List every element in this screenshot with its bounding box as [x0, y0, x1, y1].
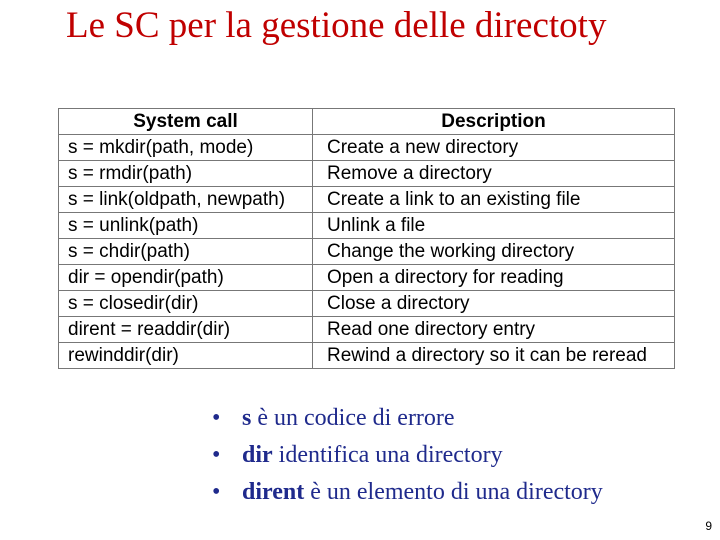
table-row: [59, 265, 675, 291]
note-term: dirent: [242, 479, 305, 505]
system-call-cell: rewinddir(dir): [59, 343, 313, 369]
bullet-icon: •: [212, 442, 221, 468]
system-call-cell: s = chdir(path): [59, 239, 313, 265]
bullet-icon: •: [212, 405, 221, 431]
system-call-cell: s = unlink(path): [59, 213, 313, 239]
description-cell: Unlink a file: [313, 213, 675, 239]
table-row: [59, 291, 675, 317]
table-row: [59, 317, 675, 343]
header-description: Description: [313, 109, 675, 135]
system-call-cell: dir = opendir(path): [59, 265, 313, 291]
notes-list: [212, 400, 603, 511]
slide-title: Le SC per la gestione delle directoty: [66, 5, 607, 46]
bullet-icon: •: [212, 479, 221, 505]
note-item: [212, 400, 603, 437]
description-cell: Create a new directory: [313, 135, 675, 161]
note-text: è un elemento di una directory: [304, 479, 603, 505]
note-term: dir: [242, 442, 273, 468]
note-item: [212, 474, 603, 511]
table-row: [59, 187, 675, 213]
table-row: [59, 161, 675, 187]
description-cell: Open a directory for reading: [313, 265, 675, 291]
description-cell: Create a link to an existing file: [313, 187, 675, 213]
description-cell: Change the working directory: [313, 239, 675, 265]
description-cell: Close a directory: [313, 291, 675, 317]
table-row: [59, 135, 675, 161]
system-call-cell: dirent = readdir(dir): [59, 317, 313, 343]
table-header-row: [59, 109, 675, 135]
description-cell: Read one directory entry: [313, 317, 675, 343]
system-call-table: [58, 108, 675, 369]
note-item: [212, 437, 603, 474]
system-call-cell: s = link(oldpath, newpath): [59, 187, 313, 213]
table-row: [59, 213, 675, 239]
description-cell: Remove a directory: [313, 161, 675, 187]
table-row: [59, 239, 675, 265]
page-number: 9: [705, 519, 712, 533]
header-system-call: System call: [59, 109, 313, 135]
note-text: identifica una directory: [272, 442, 503, 468]
note-text: è un codice di errore: [251, 405, 455, 431]
system-call-cell: s = rmdir(path): [59, 161, 313, 187]
description-cell: Rewind a directory so it can be reread: [313, 343, 675, 369]
system-call-cell: s = closedir(dir): [59, 291, 313, 317]
table-row: [59, 343, 675, 369]
note-term: s: [242, 405, 252, 431]
system-call-cell: s = mkdir(path, mode): [59, 135, 313, 161]
